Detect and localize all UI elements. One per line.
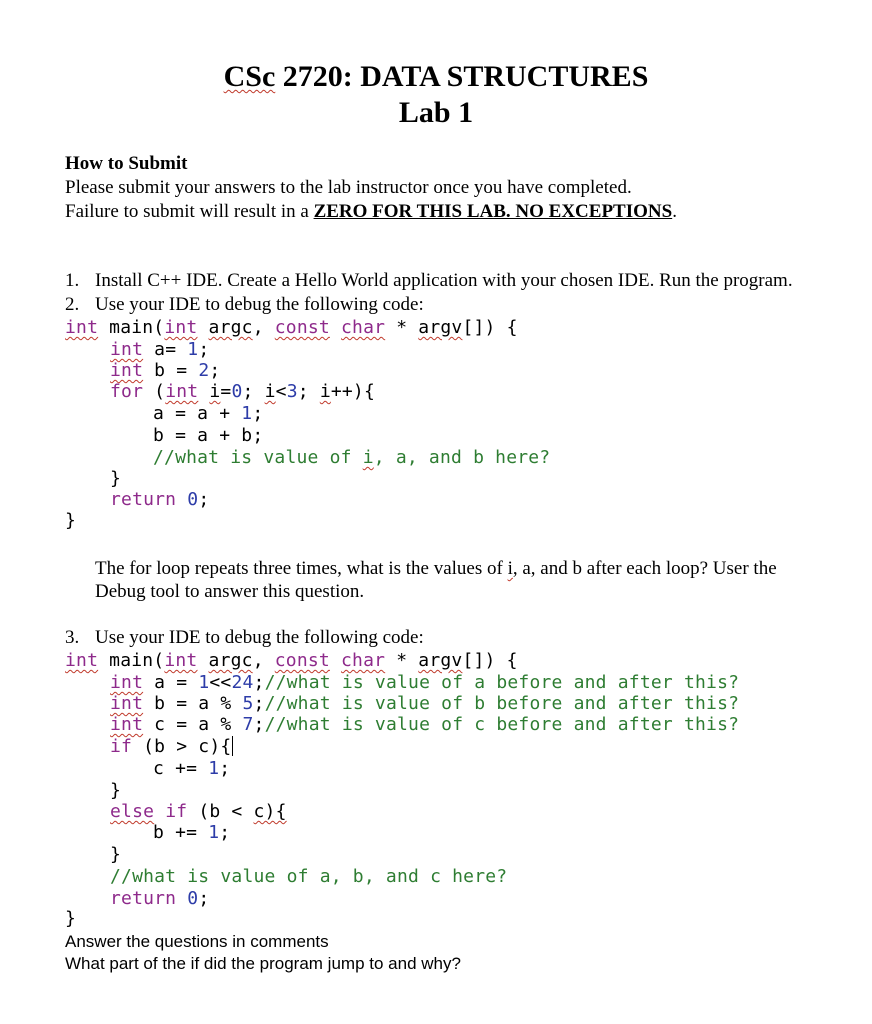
code2-comment: //what is value of a, b, and c here? bbox=[110, 866, 508, 887]
footer-question: What part of the if did the program jump to and why? bbox=[65, 954, 461, 973]
code1-close-main: } bbox=[65, 510, 77, 531]
code2-a-declaration: int a = 1<<24;//what is value of a before and after this? bbox=[110, 672, 740, 693]
item-1-text: Install C++ IDE. Create a Hello World application with your chosen IDE. Run the program. bbox=[95, 270, 793, 291]
code2-c-declaration: int c = a % 7;//what is value of c before and after this? bbox=[110, 714, 740, 735]
item-2-question-line-1: The for loop repeats three times, what is the values of i, a, and b after each loop? User the bbox=[95, 558, 777, 579]
submit-instruction: Please submit your answers to the lab instructor once you have completed. bbox=[65, 177, 632, 198]
code2-main-signature: int main(int argc, const char * argv[]) { bbox=[65, 650, 518, 671]
code2-return: return 0; bbox=[110, 888, 210, 909]
item-3-text: Use your IDE to debug the following code: bbox=[95, 627, 424, 648]
code2-close-main: } bbox=[65, 908, 77, 929]
code2-b-declaration: int b = a % 5;//what is value of b before and after this? bbox=[110, 693, 740, 714]
code1-for-loop: for (int i=0; i<3; i++){ bbox=[110, 381, 376, 402]
item-2-text: Use your IDE to debug the following code: bbox=[95, 294, 424, 315]
submit-warning: Failure to submit will result in a ZERO FOR THIS LAB. NO EXCEPTIONS. bbox=[65, 201, 677, 222]
code2-else-line: else if (b < c){ bbox=[110, 801, 287, 822]
item-1-number: 1. bbox=[65, 270, 80, 291]
code2-if-line: if (b > c){ bbox=[110, 736, 232, 757]
item-2-question-line-2: Debug tool to answer this question. bbox=[95, 581, 365, 602]
code2-b-update: b += 1; bbox=[153, 822, 231, 843]
code1-b-update: b = a + b; bbox=[153, 425, 264, 446]
course-code: CSc bbox=[223, 60, 276, 93]
code2-close-if: } bbox=[110, 780, 122, 801]
code1-main-signature: int main(int argc, const char * argv[]) { bbox=[65, 317, 518, 338]
item-2-number: 2. bbox=[65, 294, 80, 315]
item-3-number: 3. bbox=[65, 627, 80, 648]
text-cursor bbox=[232, 736, 233, 756]
code1-a-update: a = a + 1; bbox=[153, 403, 264, 424]
code2-close-else: } bbox=[110, 844, 122, 865]
lab-title: Lab 1 bbox=[398, 96, 474, 129]
course-title: 2720: DATA STRUCTURES bbox=[275, 60, 649, 93]
code1-return: return 0; bbox=[110, 489, 210, 510]
code1-b-declaration: int b = 2; bbox=[110, 360, 221, 381]
footer-instruction: Answer the questions in comments bbox=[65, 932, 329, 951]
submit-heading: How to Submit bbox=[65, 153, 188, 174]
code1-a-declaration: int a= 1; bbox=[110, 339, 210, 360]
zero-warning: ZERO FOR THIS LAB. NO EXCEPTIONS bbox=[313, 201, 673, 222]
code1-close-for: } bbox=[110, 468, 122, 489]
code1-comment: //what is value of i, a, and b here? bbox=[153, 447, 551, 468]
page-title bbox=[0, 60, 872, 94]
code2-c-update: c += 1; bbox=[153, 758, 231, 779]
